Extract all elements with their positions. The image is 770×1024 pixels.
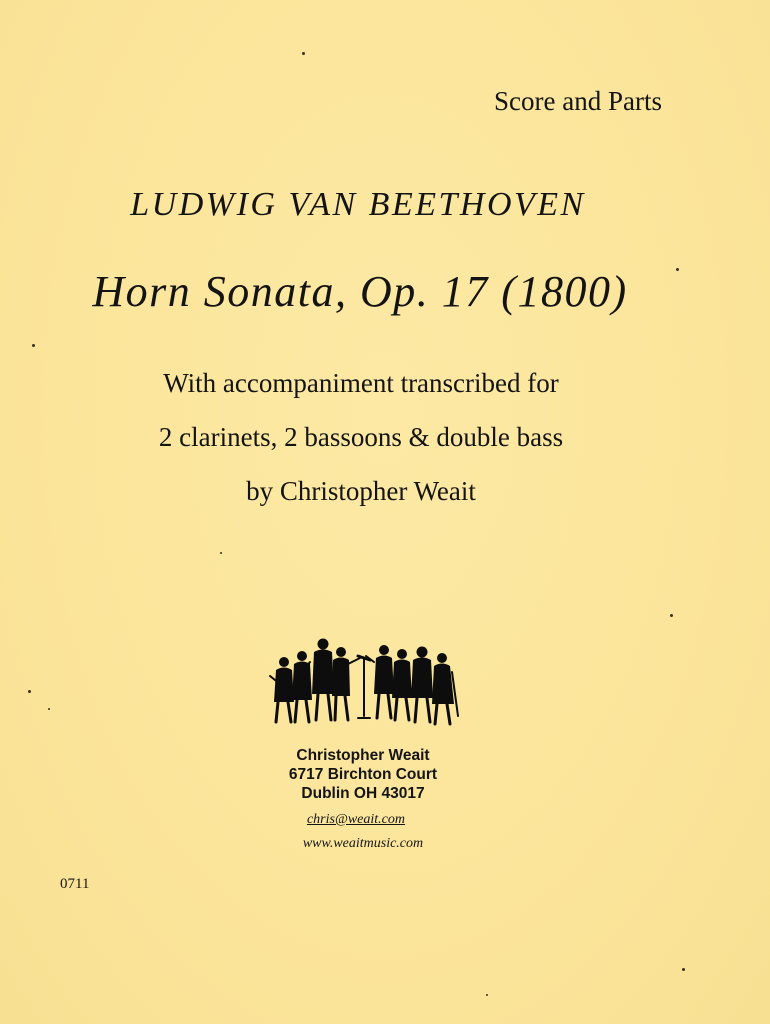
paper-speck <box>28 690 31 693</box>
publisher-street: 6717 Birchton Court <box>288 766 438 783</box>
subtitle-line-1: With accompaniment transcribed for <box>163 368 559 398</box>
publisher-name: Christopher Weait <box>296 747 430 764</box>
work-title: Horn Sonata, Op. 17 (1800) <box>92 267 628 316</box>
paper-speck <box>670 614 673 617</box>
edition-label: Score and Parts <box>494 86 662 116</box>
paper-speck <box>682 968 685 971</box>
ensemble-musicians-silhouette-icon <box>266 632 462 730</box>
paper-speck <box>220 552 222 554</box>
arrangement-description <box>0 362 722 524</box>
paper-speck <box>486 994 488 996</box>
paper-speck <box>676 268 679 271</box>
publisher-address <box>0 746 726 803</box>
subtitle-line-2: 2 clarinets, 2 bassoons & double bass <box>158 422 564 452</box>
catalog-number: 0711 <box>60 876 90 892</box>
subtitle-line-3: by Christopher Weait <box>246 476 476 506</box>
website-link[interactable]: www.weaitmusic.com <box>302 836 424 851</box>
paper-speck <box>32 344 35 347</box>
paper-speck <box>48 708 50 710</box>
composer-name: LUDWIG VAN BEETHOVEN <box>130 186 586 223</box>
paper-speck <box>302 52 305 55</box>
publisher-city: Dublin OH 43017 <box>301 785 425 802</box>
email-link[interactable]: chris@weait.com <box>306 812 406 827</box>
